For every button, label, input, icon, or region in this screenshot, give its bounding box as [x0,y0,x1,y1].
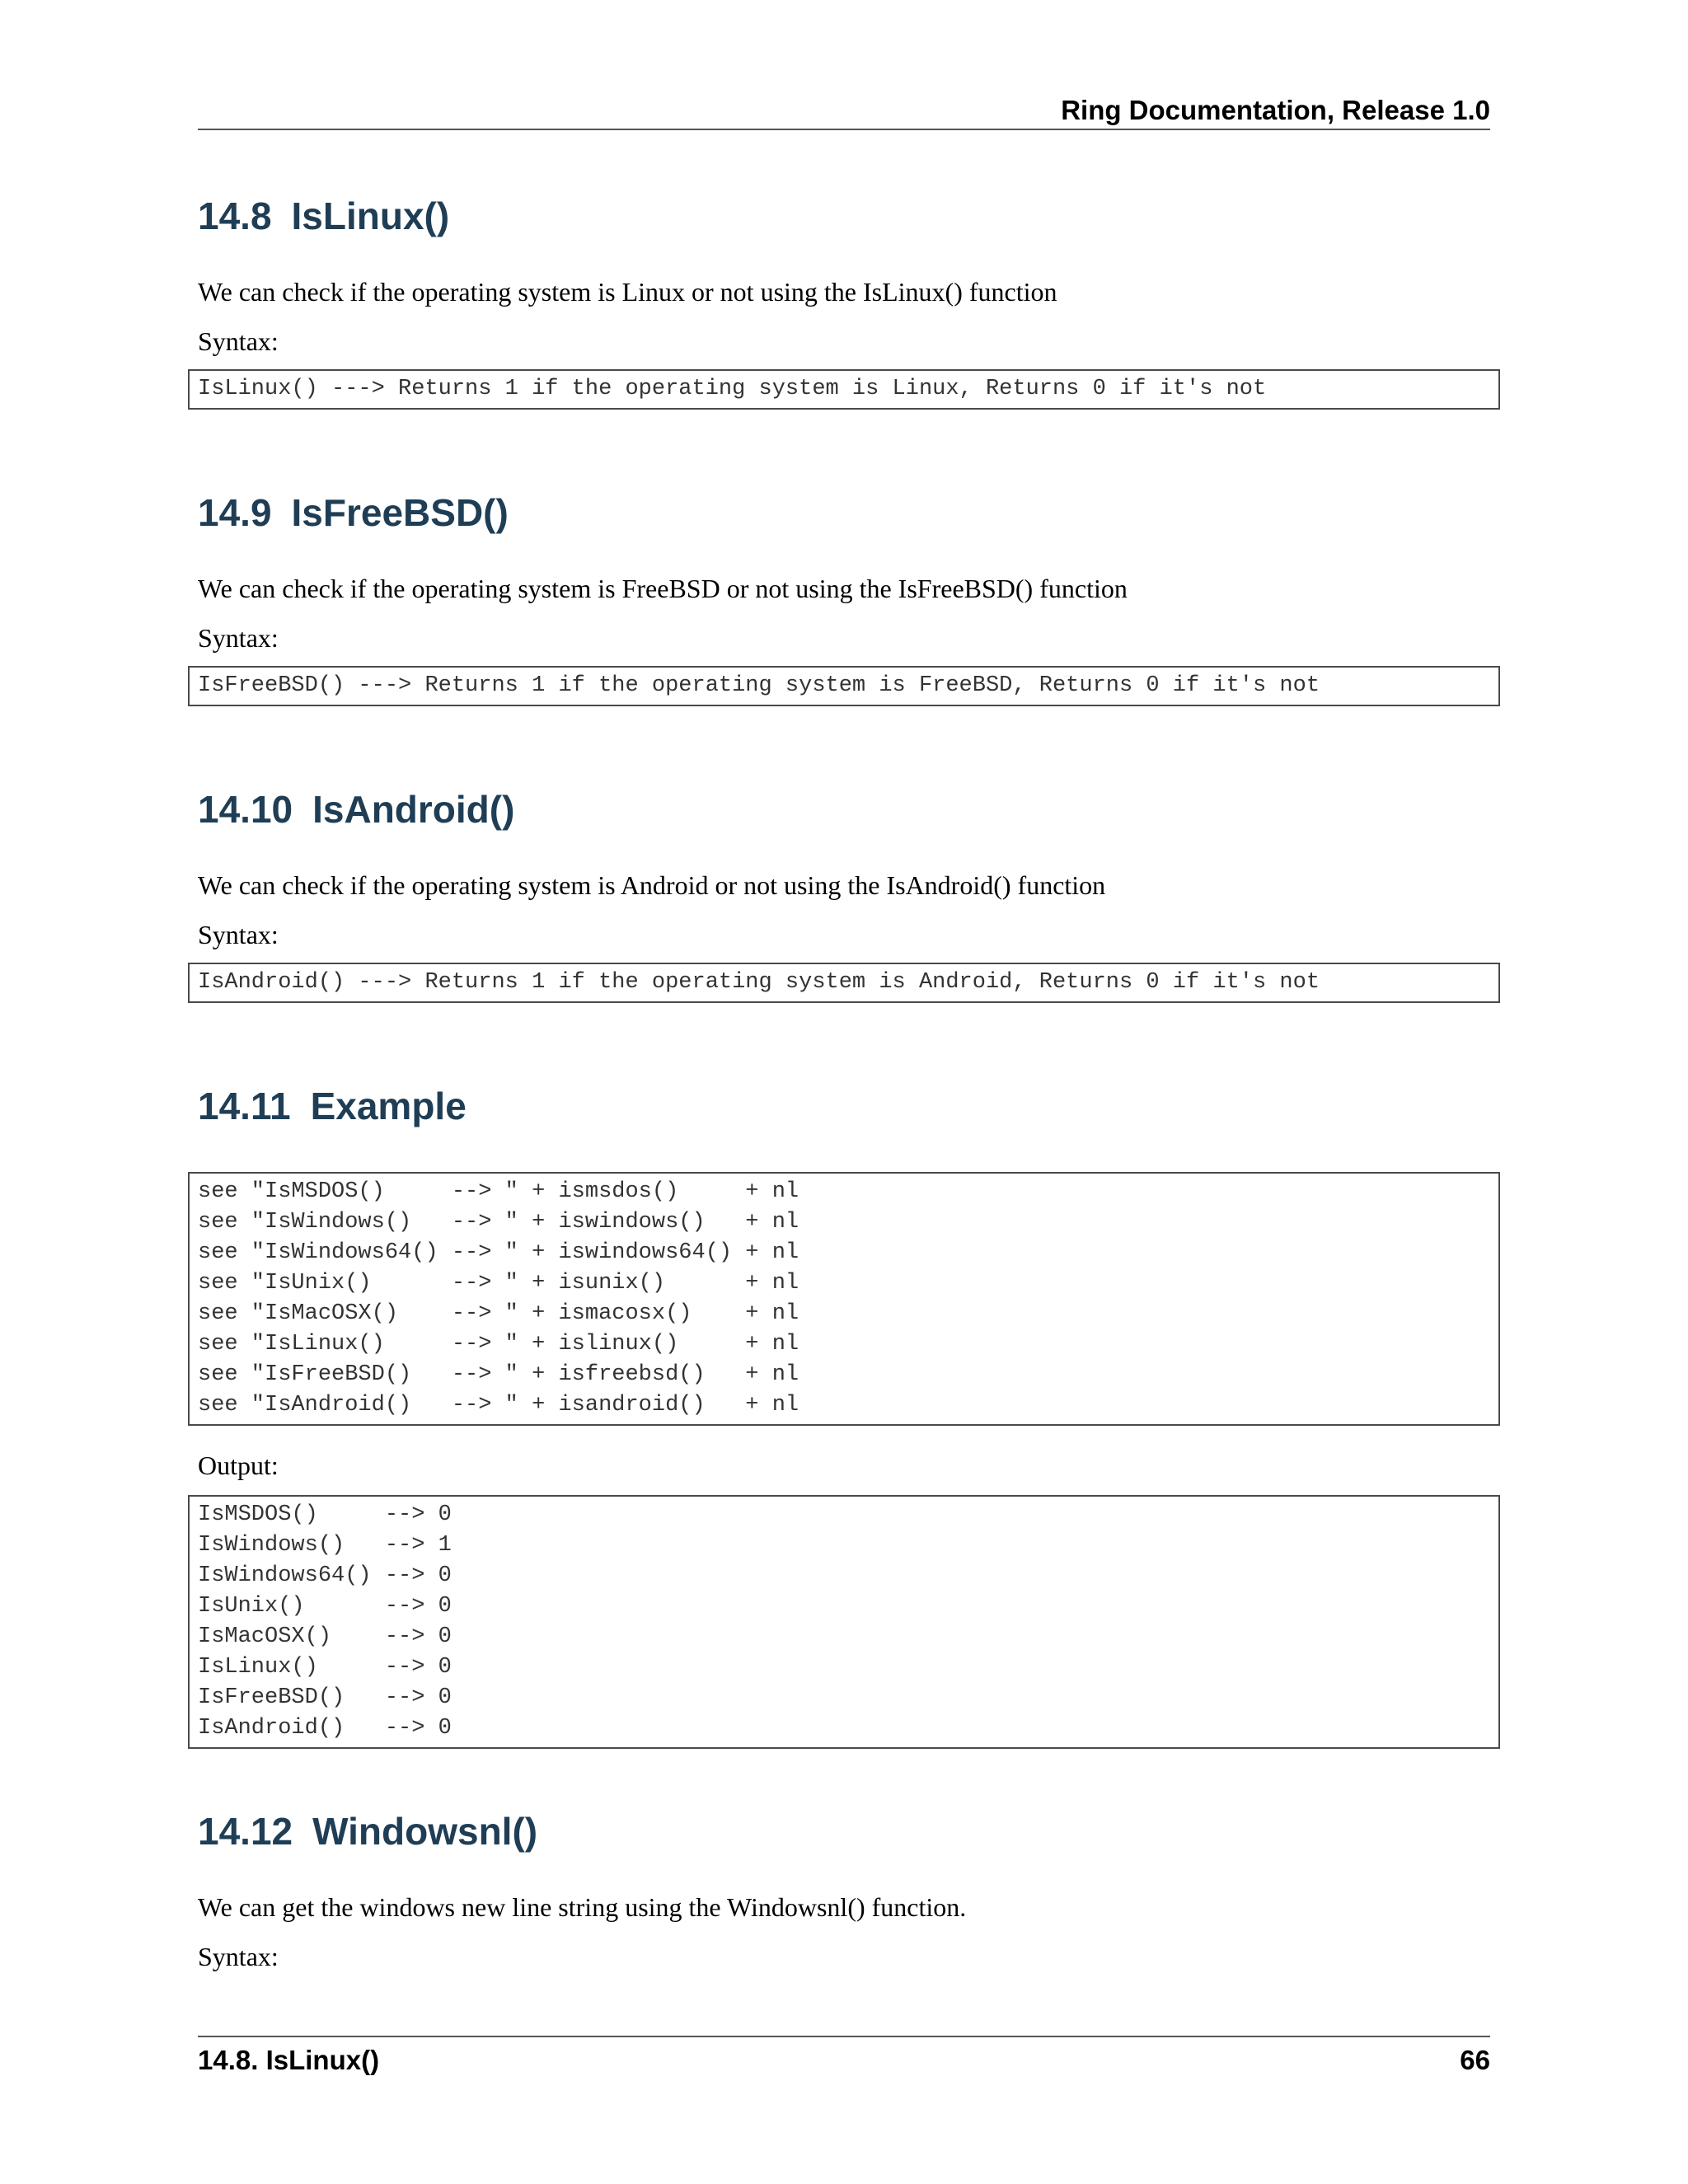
section-number: 14.10 [198,788,293,831]
section-description: We can check if the operating system is Linux or not using the IsLinux() function [198,277,1057,307]
section-heading [198,191,1490,241]
syntax-label: Syntax: [198,623,279,653]
section-title: Windowsnl() [312,1810,538,1853]
example-code-block [188,1172,1500,1426]
section-title: IsLinux() [291,194,450,237]
page-header [198,91,1490,130]
syntax-label: Syntax: [198,920,279,949]
section-heading [198,1081,1490,1131]
output-label: Output: [198,1451,279,1480]
section-windowsnl [198,1807,1490,1975]
section-title: Example [310,1085,467,1127]
section-isandroid [198,785,1490,1003]
example-code-text: see "IsMSDOS() --> " + ismsdos() + nl see "IsWindows() --> " + iswindows() + nl see "IsWindows64() --> " + iswindows64() + nl see "IsUnix() --> " + isunix() + nl see "IsMacOSX() --> " + ismacosx() + nl see "IsLinux() --> " + islinux() + nl see "IsFreeBSD() --> " + isfreebsd() + nl see "IsAndroid() --> " + isandroid() + nl [198,1179,799,1418]
section-description: We can check if the operating system is Android or not using the IsAndroid() function [198,870,1106,900]
section-example [198,1081,1490,1749]
footer-page-number: 66 [1460,2045,1490,2075]
code-text: IsFreeBSD() ---> Returns 1 if the operating system is FreeBSD, Returns 0 if it's not [198,673,1320,698]
section-isfreebsd [198,488,1490,706]
section-title: IsAndroid() [312,788,515,831]
code-block [188,666,1500,706]
section-islinux [198,191,1490,410]
section-number: 14.11 [198,1085,291,1127]
section-description: We can get the windows new line string using the Windowsnl() function. [198,1892,967,1922]
syntax-label: Syntax: [198,1942,279,1971]
section-heading [198,785,1490,834]
output-text: IsMSDOS() --> 0 IsWindows() --> 1 IsWindows64() --> 0 IsUnix() --> 0 IsMacOSX() --> 0 IsLinux() --> 0 IsFreeBSD() --> 0 IsAndroid() --> 0 [198,1502,452,1741]
page-footer [198,2036,1490,2082]
section-heading [198,1807,1490,1856]
code-text: IsLinux() ---> Returns 1 if the operating system is Linux, Returns 0 if it's not [198,377,1267,401]
section-number: 14.9 [198,491,272,534]
footer-section: 14.8. IsLinux() [198,2045,380,2075]
section-number: 14.12 [198,1810,293,1853]
code-block [188,369,1500,410]
code-text: IsAndroid() ---> Returns 1 if the operating system is Android, Returns 0 if it's not [198,970,1320,995]
header-title: Ring Documentation, Release 1.0 [1061,95,1490,125]
section-heading [198,488,1490,537]
section-title: IsFreeBSD() [291,491,509,534]
section-number: 14.8 [198,194,272,237]
code-block [188,963,1500,1003]
syntax-label: Syntax: [198,326,279,356]
section-description: We can check if the operating system is FreeBSD or not using the IsFreeBSD() function [198,574,1128,603]
output-block [188,1495,1500,1749]
